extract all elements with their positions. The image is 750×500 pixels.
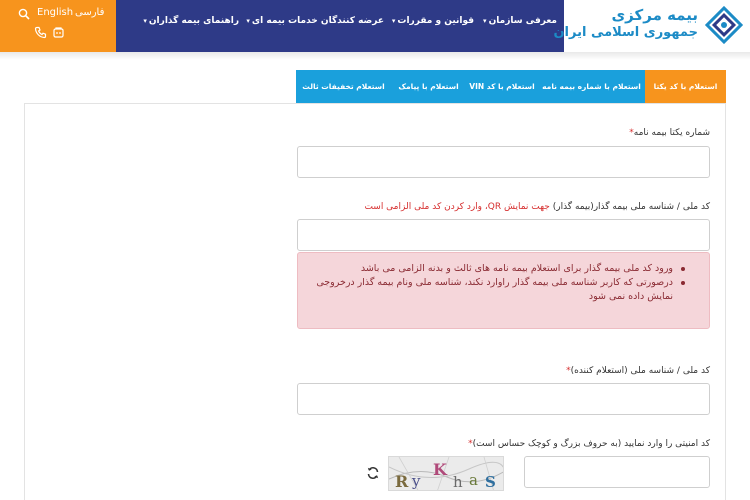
- language-english-link[interactable]: English: [37, 7, 74, 18]
- alert-item: ورود کد ملی بیمه گذار برای استعلام بیمه نامه های ثالث و بدنه الزامی می باشد: [315, 262, 685, 276]
- phone-icon[interactable]: [34, 26, 47, 39]
- refresh-captcha-icon[interactable]: [366, 466, 380, 480]
- required-mark: *: [468, 439, 473, 449]
- unique-code-input[interactable]: [297, 146, 710, 178]
- required-mark: *: [629, 128, 634, 138]
- nav-item-guide[interactable]: [143, 16, 239, 26]
- label-text: کد ملی / شناسه ملی (استعلام کننده): [570, 366, 710, 376]
- requester-id-input[interactable]: [297, 383, 710, 415]
- captcha-char: y: [412, 472, 421, 490]
- chevron-down-icon: ▾: [143, 17, 147, 25]
- nav-item-laws[interactable]: [392, 16, 474, 26]
- captcha-image: [388, 456, 504, 491]
- captcha-char: K: [433, 460, 447, 479]
- label-text: کد ملی / شناسه ملی بیمه گذار(بیمه گذار): [552, 202, 710, 212]
- nav-item-label: معرفی سازمان: [488, 16, 557, 26]
- language-farsi-link[interactable]: فارسی: [75, 7, 105, 18]
- inquiry-tabs: [296, 70, 726, 103]
- unique-code-label: [625, 128, 710, 138]
- label-text: کد امنیتی را وارد نمایید (به حروف بزرگ و کوچک حساس است): [472, 439, 710, 449]
- logo-title: بیمه مرکزی: [611, 6, 698, 24]
- chevron-down-icon: ▾: [391, 17, 396, 25]
- site-header: [0, 0, 750, 52]
- captcha-input[interactable]: [524, 456, 710, 488]
- search-icon[interactable]: [18, 8, 30, 20]
- logo-emblem-icon: [705, 6, 743, 44]
- nav-item-label: عرضه کنندگان خدمات بیمه ای: [251, 16, 384, 26]
- chevron-down-icon: ▾: [246, 17, 250, 25]
- header-shadow: [0, 52, 750, 60]
- national-id-input[interactable]: [297, 219, 710, 251]
- requester-id-label: [562, 366, 710, 376]
- label-text: شماره یکتا بیمه نامه: [633, 128, 710, 138]
- alert-item: درصورتی که کاربر شناسه ملی بیمه گذار راوارد نکند، شناسه ملی ونام بیمه گذار درخروجی نمایش داده نمی شود: [315, 276, 685, 304]
- national-id-label: [364, 202, 710, 212]
- logo[interactable]: [553, 0, 750, 52]
- logo-subtitle: جمهوری اسلامی ایران: [553, 25, 698, 40]
- nav-item-organization[interactable]: [483, 16, 557, 26]
- nav-item-label: قوانین و مقررات: [397, 16, 474, 26]
- language-bar: [0, 0, 116, 52]
- tab-unique-code[interactable]: استعلام با کد یکتا: [645, 70, 726, 103]
- tab-sms[interactable]: استعلام با پیامک: [391, 70, 466, 103]
- captcha-char: R: [395, 472, 409, 491]
- chevron-down-icon: ▾: [483, 17, 487, 25]
- captcha-char: S: [485, 473, 496, 491]
- tab-policy-number[interactable]: استعلام با شماره بیمه نامه: [538, 70, 645, 103]
- captcha-label: [464, 439, 710, 449]
- support-icon[interactable]: [52, 26, 65, 39]
- captcha-char: h: [453, 473, 463, 491]
- national-id-warning-alert: [297, 252, 710, 329]
- qr-required-note: جهت نمایش QR، وارد کردن کد ملی الزامی است: [364, 202, 550, 212]
- captcha-char: a: [469, 471, 478, 489]
- tab-vin-code[interactable]: استعلام با کد VIN: [466, 70, 538, 103]
- main-navigation: [116, 0, 564, 52]
- captcha-graphic: [389, 457, 504, 491]
- nav-item-providers[interactable]: [246, 16, 384, 26]
- nav-item-label: راهنمای بیمه گذاران: [148, 16, 239, 26]
- required-mark: *: [566, 366, 571, 376]
- tab-third-party-discounts[interactable]: استعلام تخفیفات ثالث: [296, 70, 391, 103]
